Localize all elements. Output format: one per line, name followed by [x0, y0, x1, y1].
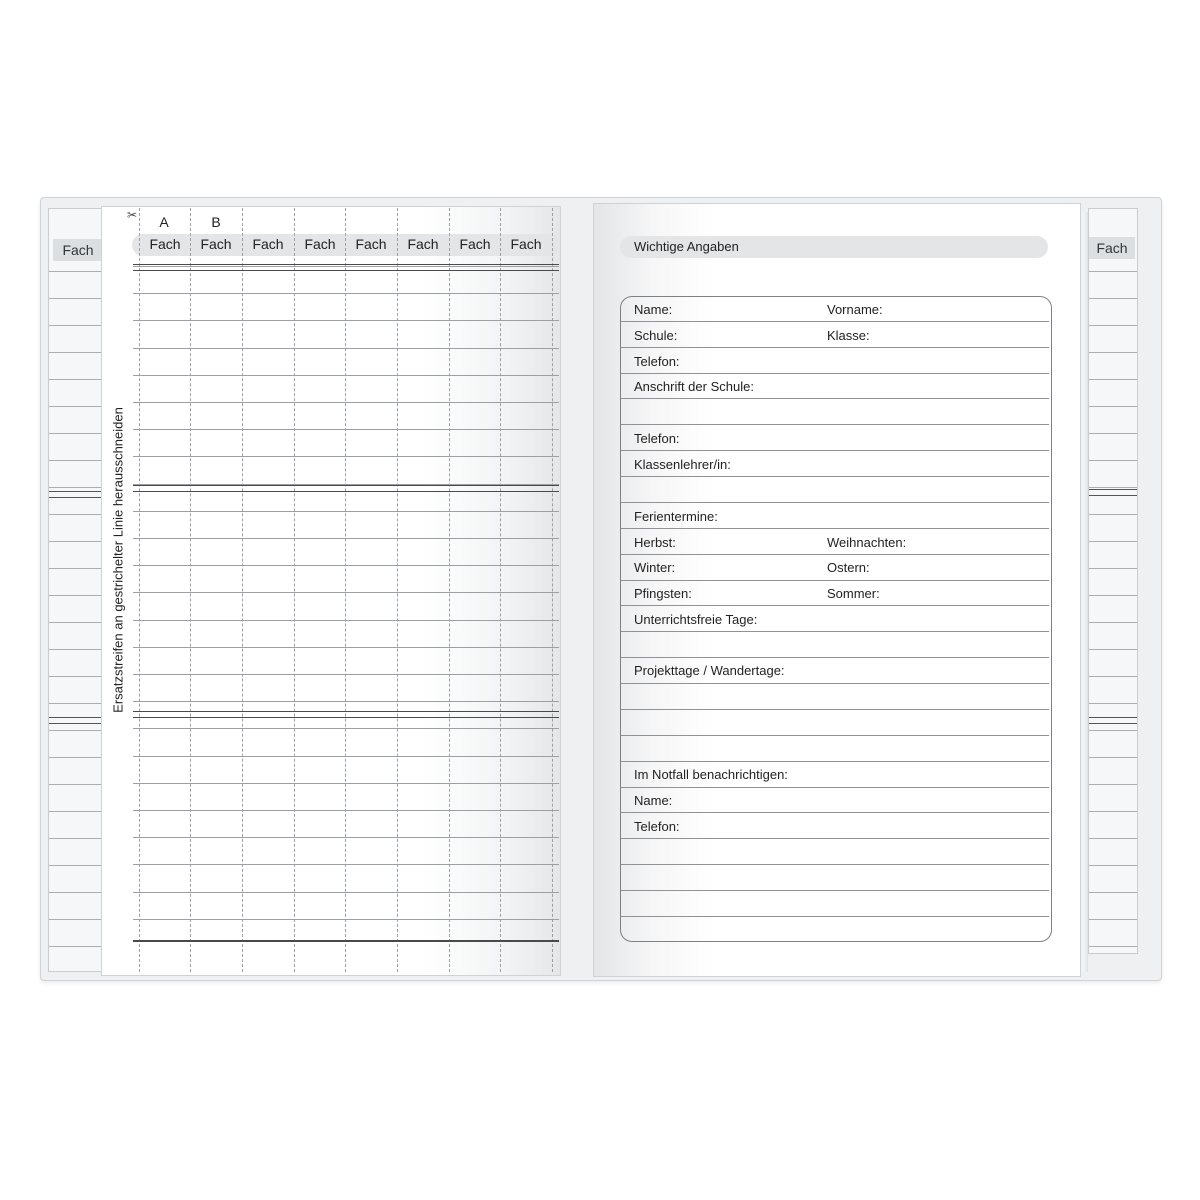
form-row-line	[621, 761, 1049, 762]
form-row-line	[621, 476, 1049, 477]
form-row-line	[621, 683, 1049, 684]
school-telefon-label: Telefon:	[634, 431, 680, 446]
form-row-line	[621, 580, 1049, 581]
strip-row-line	[49, 514, 103, 515]
strip-row-line	[49, 325, 103, 326]
form-row-line	[621, 605, 1049, 606]
subject-header-cell: Fach	[459, 236, 491, 252]
emergency-telefon-label: Telefon:	[634, 819, 680, 834]
subject-header-cell: Fach	[407, 236, 439, 252]
grid-row-line	[133, 728, 559, 729]
vorname-label: Vorname:	[827, 302, 883, 317]
schule-label: Schule:	[634, 328, 678, 343]
form-row-line	[621, 735, 1049, 736]
strip-divider	[1089, 717, 1137, 724]
section-divider	[133, 485, 559, 492]
left-timetable-strip	[48, 208, 104, 972]
form-row-line	[621, 864, 1049, 865]
strip-row-line	[49, 811, 103, 812]
strip-row-line	[1089, 757, 1137, 758]
strip-row-line	[49, 622, 103, 623]
form-row-line	[621, 631, 1049, 632]
grid-row-line	[133, 674, 559, 675]
grid-row-line	[133, 919, 559, 920]
grid-row-line	[133, 375, 559, 376]
form-row-line	[621, 812, 1049, 813]
strip-row-line	[49, 649, 103, 650]
grid-row-line	[133, 565, 559, 566]
info-title: Wichtige Angaben	[634, 239, 739, 254]
strip-row-line	[49, 298, 103, 299]
subject-header-cell: Fach	[252, 236, 284, 252]
grid-row-line	[133, 647, 559, 648]
grid-row-line	[133, 538, 559, 539]
grid-row-line	[133, 620, 559, 621]
strip-row-line	[49, 433, 103, 434]
scissors-icon: ✂	[127, 208, 138, 222]
right-timetable-strip	[1088, 208, 1138, 954]
form-row-line	[621, 657, 1049, 658]
cut-line	[190, 208, 191, 972]
subject-header-cell: Fach	[355, 236, 387, 252]
strip-row-line	[1089, 730, 1137, 731]
strip-row-line	[1089, 595, 1137, 596]
cut-line	[345, 208, 346, 972]
grid-row-line	[133, 864, 559, 865]
cut-line	[397, 208, 398, 972]
strip-row-line	[49, 703, 103, 704]
grid-row-line	[133, 511, 559, 512]
sommer-label: Sommer:	[827, 586, 880, 601]
strip-row-line	[49, 784, 103, 785]
grid-row-line	[133, 293, 559, 294]
strip-row-line	[1089, 649, 1137, 650]
cut-instruction-text: Ersatzstreifen an gestrichelter Linie herausschneiden	[110, 407, 126, 713]
weihnachten-label: Weihnachten:	[827, 535, 907, 550]
form-row-line	[621, 373, 1049, 374]
winter-label: Winter:	[634, 560, 676, 575]
pfingsten-label: Pfingsten:	[634, 586, 692, 601]
form-row-line	[621, 424, 1049, 425]
strip-row-line	[49, 757, 103, 758]
section-divider	[133, 711, 559, 718]
cut-line	[139, 208, 140, 972]
strip-row-line	[49, 946, 103, 947]
herbst-label: Herbst:	[634, 535, 676, 550]
form-row-line	[621, 838, 1049, 839]
grid-row-line	[133, 701, 559, 702]
klasse-label: Klasse:	[827, 328, 870, 343]
strip-divider	[49, 491, 103, 498]
strip-row-line	[49, 541, 103, 542]
cut-line	[552, 208, 553, 972]
strip-row-line	[1089, 379, 1137, 380]
form-row-line	[621, 787, 1049, 788]
strip-row-line	[49, 406, 103, 407]
strip-row-line	[1089, 703, 1137, 704]
ostern-label: Ostern:	[827, 560, 870, 575]
strip-row-line	[1089, 298, 1137, 299]
strip-divider	[49, 717, 103, 724]
emergency-name-label: Name:	[634, 793, 673, 808]
grid-row-line	[133, 456, 559, 457]
project-days-label: Projekttage / Wandertage:	[634, 663, 785, 678]
left-strip-header	[53, 239, 103, 261]
column-a-label: A	[159, 214, 169, 230]
grid-row-line	[133, 320, 559, 321]
name-label: Name:	[634, 302, 673, 317]
strip-row-line	[1089, 406, 1137, 407]
cut-line	[500, 208, 501, 972]
grid-row-line	[133, 810, 559, 811]
form-row-line	[621, 502, 1049, 503]
emergency-label: Im Notfall benachrichtigen:	[634, 767, 788, 782]
strip-row-line	[1089, 325, 1137, 326]
strip-row-line	[49, 568, 103, 569]
school-address-label: Anschrift der Schule:	[634, 379, 754, 394]
strip-row-line	[1089, 487, 1137, 488]
section-divider	[133, 264, 559, 271]
strip-row-line	[49, 919, 103, 920]
form-row-line	[621, 398, 1049, 399]
grid-row-line	[133, 892, 559, 893]
form-row-line	[621, 890, 1049, 891]
class-teacher-label: Klassenlehrer/in:	[634, 457, 731, 472]
strip-row-line	[49, 487, 103, 488]
form-row-line	[621, 321, 1049, 322]
strip-divider	[1089, 489, 1137, 496]
bottom-line	[133, 940, 559, 942]
left-strip-header-label: Fach	[62, 242, 94, 258]
strip-row-line	[49, 892, 103, 893]
strip-row-line	[1089, 919, 1137, 920]
right-strip-header	[1089, 237, 1135, 259]
strip-row-line	[49, 460, 103, 461]
subject-header-cell: Fach	[149, 236, 181, 252]
grid-row-line	[133, 783, 559, 784]
strip-row-line	[49, 676, 103, 677]
strip-row-line	[1089, 271, 1137, 272]
strip-row-line	[1089, 838, 1137, 839]
strip-row-line	[49, 379, 103, 380]
free-days-label: Unterrichtsfreie Tage:	[634, 612, 758, 627]
strip-row-line	[1089, 568, 1137, 569]
strip-row-line	[49, 865, 103, 866]
cut-line	[449, 208, 450, 972]
strip-row-line	[1089, 784, 1137, 785]
strip-row-line	[49, 730, 103, 731]
strip-row-line	[49, 595, 103, 596]
right-strip-header-label: Fach	[1096, 240, 1128, 256]
form-row-line	[621, 347, 1049, 348]
strip-row-line	[1089, 622, 1137, 623]
strip-row-line	[1089, 865, 1137, 866]
form-row-line	[621, 554, 1049, 555]
telefon-label: Telefon:	[634, 354, 680, 369]
grid-row-line	[133, 837, 559, 838]
cut-line	[294, 208, 295, 972]
strip-row-line	[1089, 460, 1137, 461]
form-row-line	[621, 709, 1049, 710]
grid-row-line	[133, 592, 559, 593]
grid-row-line	[133, 756, 559, 757]
strip-row-line	[49, 838, 103, 839]
strip-row-line	[1089, 433, 1137, 434]
strip-row-line	[1089, 541, 1137, 542]
form-row-line	[621, 450, 1049, 451]
grid-row-line	[133, 402, 559, 403]
subject-header-cell: Fach	[304, 236, 336, 252]
subject-header-cell: Fach	[200, 236, 232, 252]
column-b-label: B	[211, 214, 221, 230]
strip-row-line	[49, 271, 103, 272]
cut-line	[242, 208, 243, 972]
form-row-line	[621, 528, 1049, 529]
grid-row-line	[133, 348, 559, 349]
replacement-strip-page	[101, 206, 561, 976]
strip-row-line	[1089, 676, 1137, 677]
strip-row-line	[49, 352, 103, 353]
strip-row-line	[1089, 514, 1137, 515]
strip-row-line	[1089, 352, 1137, 353]
subject-header-cell: Fach	[510, 236, 542, 252]
strip-row-line	[1089, 946, 1137, 947]
form-row-line	[621, 916, 1049, 917]
holiday-dates-label: Ferientermine:	[634, 509, 718, 524]
strip-row-line	[1089, 892, 1137, 893]
grid-row-line	[133, 429, 559, 430]
strip-row-line	[1089, 811, 1137, 812]
